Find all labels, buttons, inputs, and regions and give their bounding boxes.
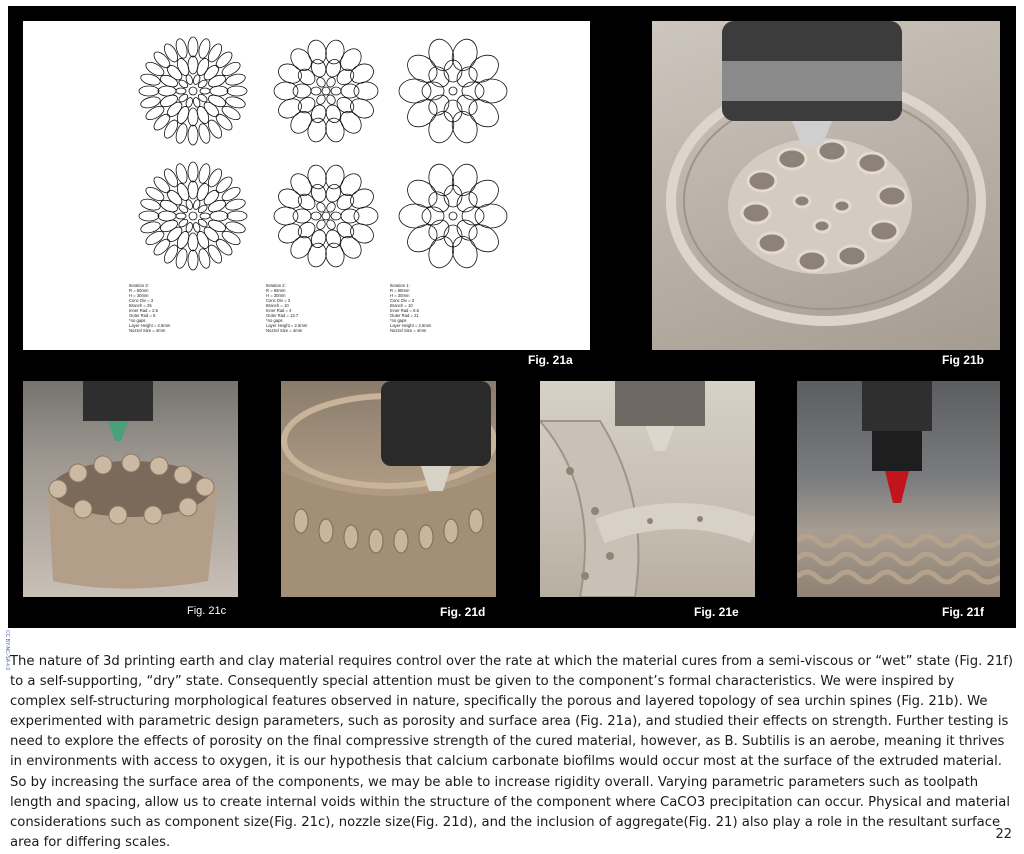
rosette-petal [306,116,329,143]
rosette-pattern [274,38,378,143]
rosette-petal [140,220,162,235]
rosette-petal [188,233,198,251]
rosette-petal [311,212,321,220]
rosette-petal [174,123,189,145]
rosette-petal [151,174,172,195]
rosette-petal [225,220,247,235]
rosette-petal [197,163,212,185]
rosette-petal [425,63,453,91]
fig21c-caption: Fig. 21c [187,605,227,617]
rosette-petal [185,199,194,210]
rosette-petal [331,212,341,220]
rosette-petal [422,82,444,100]
body-paragraph: The nature of 3d printing earth and clay material requires control over the rate at which the material cures from a semi-viscous or “wet” state (Fig. 21f) to a self-supporting, “dry” state. Consequently special attention must be given to the component’s formal characteristics. We were inspired by complex self-structuring morphological features observed in nature, specifically the porous and layered topology of sea urchin spines (Fig. 21b). We experimented with parametric design parameters, such as porosity and surface area (Fig. 21a), and studied their effects on strength. Further testing is need to explore the effects of porosity on the final compressive strength of the cured material, however, as B. Subtilis is an aerobe, meaning it thrives in environments with access to oxygen, it is our hypothesis that calcium carbonate biofilms would occur most at the surface of the extruded material. So by increasing the surface area of the components, we may be able to increase rigidity overall. Varying parametric parameters such as toolpath length and spacing, allow us to create internal voids within the structure of the component where CaCO3 precipitation can occur. Physical and material considerations such as component size(Fig. 21c), nozzle size(Fig. 21d), and the inclusion of aggregate(Fig. 21) also play a role in the resultant surface area for differing scales. [10,654,1014,850]
rosette-petal [210,86,228,96]
rosette-petal [323,116,346,143]
rosette-petal [139,211,159,221]
rosette-petal [213,49,234,70]
rosette-petal [462,82,484,100]
rosette-petal [197,38,212,60]
rosette-petal [192,74,201,85]
rosette-petal [453,63,481,91]
rosette-pattern [274,163,378,268]
rosette-petal [341,84,359,98]
rosette-petal [151,111,172,132]
rosette-petal [422,207,444,225]
rosette-petal [462,207,484,225]
rosette-petal [213,111,234,132]
rosette-petal [311,87,321,95]
rosette-petal [323,163,346,190]
rosette-core [449,87,457,95]
rosette-core [189,212,197,220]
rosette-petal [192,97,201,108]
rosette-petal [213,174,234,195]
rosette-pattern [399,161,507,271]
porous-arc-illustration [540,381,755,597]
rosette-petal [425,216,453,244]
rosette-core [449,212,457,220]
rosette-petal [174,38,189,60]
page-number: 22 [995,827,1012,842]
rosette-petal [140,197,162,212]
rosette-petal [176,88,186,94]
rosette-petal [188,162,198,182]
rosette-pattern [139,37,247,145]
rosette-petal [188,250,198,270]
fig21b-photo [652,21,1000,350]
rosette-petal [192,199,201,210]
rosette-petal [188,181,198,199]
rosette-petal [331,87,341,95]
rosette-petal [188,56,198,74]
fig21e-photo [540,381,755,597]
rosette-petal [453,91,481,119]
rosette-petal [139,86,159,96]
fig21b-caption: Fig 21b [942,353,985,367]
rosette-petal [188,37,198,57]
rosette-petal [293,84,311,98]
clay-ring-illustration [281,381,496,597]
rosette-core [189,87,197,95]
clay-vessel-illustration [23,381,238,597]
rosette-petal [188,108,198,126]
fig21f-caption: Fig. 21f [942,605,985,619]
rosette-petal [274,207,298,225]
rosette-petal [185,97,194,108]
rosette-petal [151,49,172,70]
rosette-pattern [139,162,247,270]
fig21d-caption: Fig. 21d [440,605,486,619]
rosette-petal [200,213,210,219]
rosette-petal [341,209,359,223]
rosette-petal [453,188,481,216]
rosette-petal [174,248,189,270]
rosette-petal [227,86,247,96]
rosette-petal [425,188,453,216]
rosette-petal [225,95,247,110]
extruded-coils-illustration [797,381,1000,597]
rosette-petal [158,211,176,221]
rosette-core [322,87,330,95]
fig21a-caption: Fig. 21a [528,353,573,367]
rosette-petal [158,86,176,96]
rosette-petal [274,82,298,100]
rosette-petal [306,163,329,190]
rosette-petal [293,209,311,223]
rosette-petal [192,222,201,233]
iteration-3-params: Iteration 3: R = 60mm H = 30mm Conc Div = 3 Branch = 25 Inner Rad = 2.5 Outer Rad = 8 *no gaps Layer Height = 2.5mm Nozzel Size = 4mm [129,283,171,333]
fig21c-photo [23,381,238,597]
fig21d-photo [281,381,496,597]
rosette-petal [227,211,247,221]
rosette-petal [354,82,378,100]
rosette-petal [306,241,329,268]
fig21a-diagram [23,21,590,350]
rosette-petal [323,241,346,268]
rosette-petal [354,207,378,225]
rosette-pattern [399,36,507,146]
rosette-petal [210,211,228,221]
rosette-petal [453,216,481,244]
rosette-petal [185,222,194,233]
iteration-1-params: Iteration 1: R = 68mm H = 30mm Conc Div = 3 Branch = 10 Inner Rad = 6.5 Outer Rad = 21 *no gaps Layer Height = 2.5mm Nozzel Size = 4mm [390,283,432,333]
rosette-petal [151,236,172,257]
fig21e-caption: Fig. 21e [694,605,739,619]
rosette-petal [225,197,247,212]
rosette-petal [197,248,212,270]
sea-urchin-print-illustration [652,21,1000,350]
rosette-petal [306,38,329,65]
rosette-petal [140,95,162,110]
license-side-note: CC BY-NC-SA 4.0 [4,630,10,671]
rosette-core [322,212,330,220]
rosette-petal [323,38,346,65]
rosette-petal [213,236,234,257]
rosette-petal [174,163,189,185]
iteration-2-params: Iteration 2: R = 65mm H = 30mm Conc Div = 3 Branch = 10 Inner Rad = 4 Outer Rad = 13.7 *no gaps Layer Height = 2.5mm Nozzel Size = 4mm [266,283,308,333]
rosette-petal [188,125,198,145]
rosette-petal [425,91,453,119]
fig21f-photo [797,381,1000,597]
rosette-petal [225,72,247,87]
rosette-petal [176,213,186,219]
rosette-petal [200,88,210,94]
rosette-petal [140,72,162,87]
rosette-petal [185,74,194,85]
rosette-petal [197,123,212,145]
